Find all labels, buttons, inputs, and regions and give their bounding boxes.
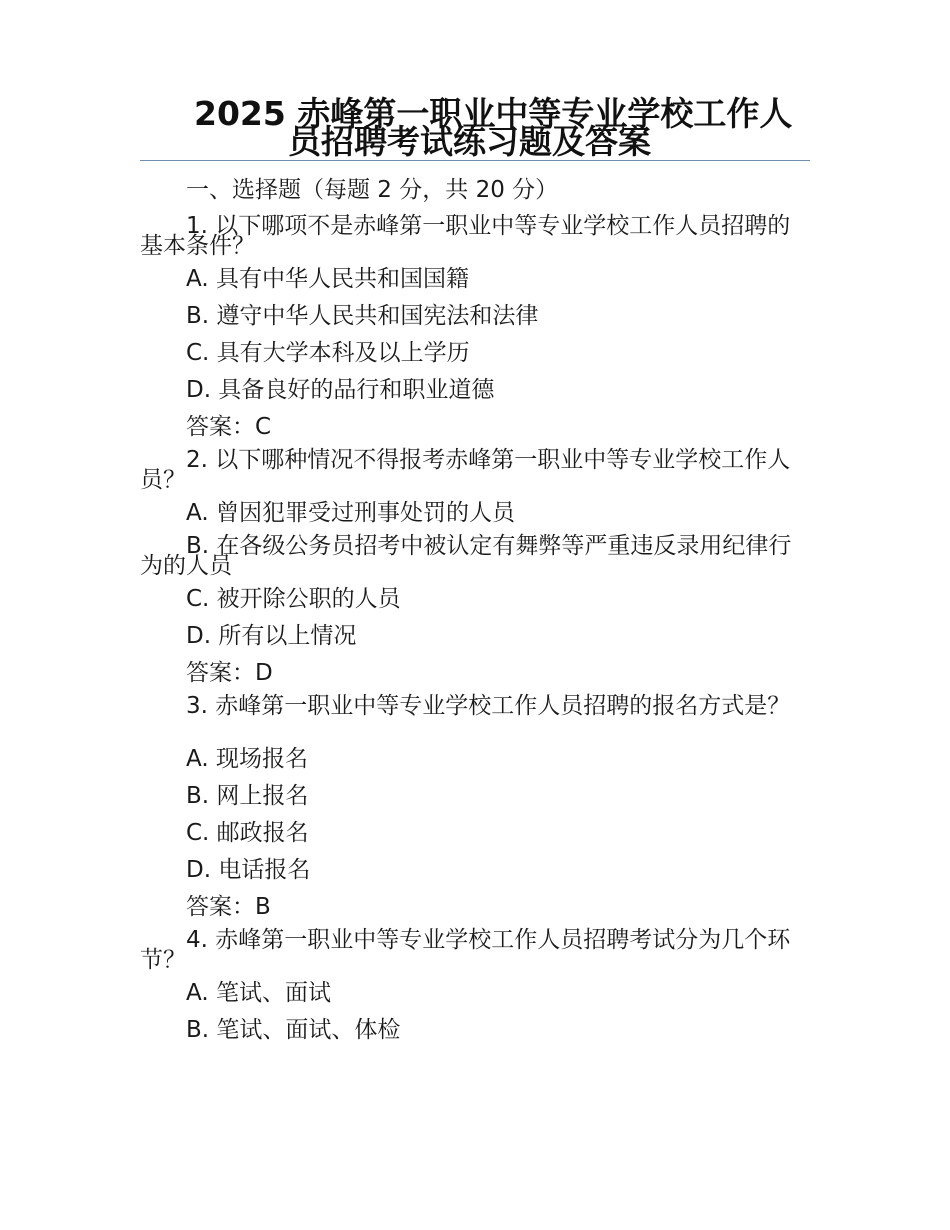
q1-option-a: A. 具有中华人民共和国国籍: [186, 266, 469, 292]
title-line-1: 2025 赤峰第一职业中等专业学校工作人: [194, 94, 793, 133]
q3-option-b: B. 网上报名: [186, 783, 309, 809]
question-2: 2. 以下哪种情况不得报考赤峰第一职业中等专业学校工作人员？: [140, 447, 791, 493]
q2-option-c: C. 被开除公职的人员: [186, 586, 401, 612]
q4-option-a: A. 笔试、面试: [186, 980, 331, 1006]
q2-option-a: A. 曾因犯罪受过刑事处罚的人员: [186, 500, 515, 526]
document-body: [140, 176, 810, 1053]
question-1: 1. 以下哪项不是赤峰第一职业中等专业学校工作人员招聘的基本条件？: [140, 213, 791, 259]
q3-answer: 答案：B: [186, 894, 271, 920]
q2-answer: 答案：D: [186, 660, 273, 686]
title-line-2: 员招聘考试练习题及答案: [288, 122, 651, 161]
q2-option-b: B. 在各级公务员招考中被认定有舞弊等严重违反录用纪律行为的人员: [140, 533, 792, 579]
q1-answer: 答案：C: [186, 414, 272, 440]
title-underline: [140, 160, 810, 161]
question-4: 4. 赤峰第一职业中等专业学校工作人员招聘考试分为几个环节？: [140, 927, 791, 973]
question-3: 3. 赤峰第一职业中等专业学校工作人员招聘的报名方式是？: [186, 693, 791, 719]
q1-option-d: D. 具备良好的品行和职业道德: [186, 377, 495, 403]
section-heading: 一、选择题（每题 2 分，共 20 分）: [186, 177, 559, 203]
q3-option-a: A. 现场报名: [186, 746, 308, 772]
q1-option-b: B. 遵守中华人民共和国宪法和法律: [186, 303, 539, 329]
q2-option-d: D. 所有以上情况: [186, 623, 357, 649]
q4-option-b: B. 笔试、面试、体检: [186, 1017, 401, 1043]
q3-option-d: D. 电话报名: [186, 857, 311, 883]
q3-option-c: C. 邮政报名: [186, 820, 309, 846]
document-title: [140, 94, 810, 161]
q1-option-c: C. 具有大学本科及以上学历: [186, 340, 470, 366]
